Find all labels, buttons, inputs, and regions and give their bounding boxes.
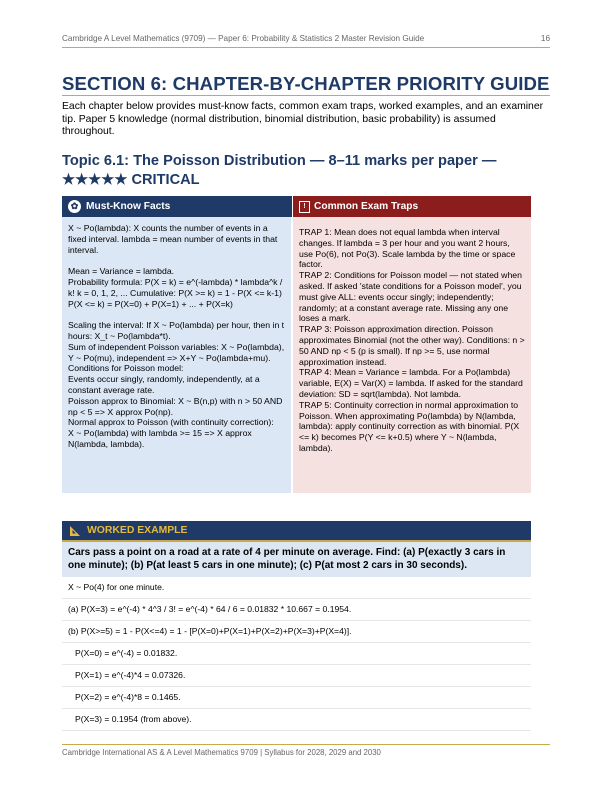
solution-line: P(X=1) = e^(-4)*4 = 0.07326. xyxy=(62,665,531,687)
must-know-facts-body: X ~ Po(lambda): X counts the number of events in a fixed interval. lambda = mean number of events in that interval. Mean = Variance = lambda. Probability formula: P(X = k) = e^(-lambda) * lambda^k / k! k = 0, 1, 2, ... Cumulative: P(X >= k) = 1 - P(X <= k-1) P(X <= k) = P(X=0) + P(X=1) + ... + P(X=k) Scaling the interval: If X ~ Po(lambda) per hour, then in t hours: X_t ~ Po(lambda*t). Sum of independent Poisson variables: X ~ Po(lambda), Y ~ Po(mu), independent => X+Y ~ Po(lambda+mu). Conditions for Poisson model: Events occur singly, randomly, independently, at a constant average rate. Poisson approx to Binomial: X ~ B(n,p) with n > 50 AND np < 5 => X approx Po(np). Normal approx to Poisson (with continuity correction): X ~ Po(lambda) with lambda >= 15 => X approx N(lambda, lambda). xyxy=(62,217,292,493)
section-rule xyxy=(62,95,550,96)
section-title: SECTION 6: CHAPTER-BY-CHAPTER PRIORITY GUIDE xyxy=(62,73,550,94)
worked-example-header xyxy=(62,521,531,542)
footer-text: Cambridge International AS & A Level Mathematics 9709 | Syllabus for 2028, 2029 and 2030 xyxy=(62,748,381,757)
set-square-icon xyxy=(69,525,81,537)
must-know-facts-title: Must-Know Facts xyxy=(86,201,171,212)
solution-line: X ~ Po(4) for one minute. xyxy=(62,577,531,599)
footer-rule xyxy=(62,744,550,745)
worked-example-title: WORKED EXAMPLE xyxy=(87,525,188,536)
header-rule xyxy=(62,47,550,48)
exam-traps-body: TRAP 1: Mean does not equal lambda when interval changes. If lambda = 3 per hour and you want 2 hours, use Po(6), not Po(3). Scale lambda by the time or space factor. TRAP 2: Conditions for Poisson model — not stated when asked. If asked 'state conditions for a Poisson model', you must give ALL: events occur singly; independently; randomly; at a constant average rate. Missing any one loses a mark. TRAP 3: Poisson approximation direction. Poisson approximates Binomial (not the other way). Conditions: n > 50 AND np < 5 (p is small). If np >= 5, use normal approximation instead. TRAP 4: Mean = Variance = lambda. For a Po(lambda) variable, E(X) = Var(X) = lambda. If asked for the standard deviation: SD = sqrt(lambda). Not lambda. TRAP 5: Continuity correction in normal approximation to Poisson. When approximating Po(lambda) by N(lambda, lambda): apply continuity correction as with binomial. P(X <= k) becomes P(Y <= k+0.5) where Y ~ N(lambda, lambda). xyxy=(293,217,531,493)
solution-line: P(X=0) = e^(-4) = 0.01832. xyxy=(62,643,531,665)
warning-box-icon: ! xyxy=(299,201,310,213)
exam-traps-panel xyxy=(293,196,531,493)
must-know-facts-panel xyxy=(62,196,292,493)
solution-line: P(X=2) = e^(-4)*8 = 0.1465. xyxy=(62,687,531,709)
worked-example xyxy=(62,521,531,731)
section-intro: Each chapter below provides must-know facts, common exam traps, worked examples, and an examiner tip. Paper 5 knowledge (normal distribution, binomial distribution, basic probability) is assumed throughout. xyxy=(62,101,544,138)
page-number: 16 xyxy=(540,34,550,43)
brain-icon: ✿ xyxy=(68,200,81,213)
solution-line: P(X=3) = 0.1954 (from above). xyxy=(62,709,531,731)
must-know-facts-header xyxy=(62,196,292,217)
solution-line: (b) P(X>=5) = 1 - P(X<=4) = 1 - [P(X=0)+P(X=1)+P(X=2)+P(X=3)+P(X=4)]. xyxy=(62,621,531,643)
solution-line: (a) P(X=3) = e^(-4) * 4^3 / 3! = e^(-4) * 64 / 6 = 0.01832 * 10.667 = 0.1954. xyxy=(62,599,531,621)
topic-title: Topic 6.1: The Poisson Distribution — 8–11 marks per paper — ★★★★★ CRITICAL xyxy=(62,153,497,188)
running-title: Cambridge A Level Mathematics (9709) — Paper 6: Probability & Statistics 2 Master Revision Guide xyxy=(62,34,425,43)
worked-example-question: Cars pass a point on a road at a rate of 4 per minute on average. Find: (a) P(exactly 3 cars in one minute); (b) P(at least 5 cars in one minute); (c) P(at most 2 cars in 30 seconds). xyxy=(62,542,531,577)
exam-traps-header xyxy=(293,196,531,217)
exam-traps-title: Common Exam Traps xyxy=(314,201,419,212)
running-header xyxy=(62,34,550,48)
